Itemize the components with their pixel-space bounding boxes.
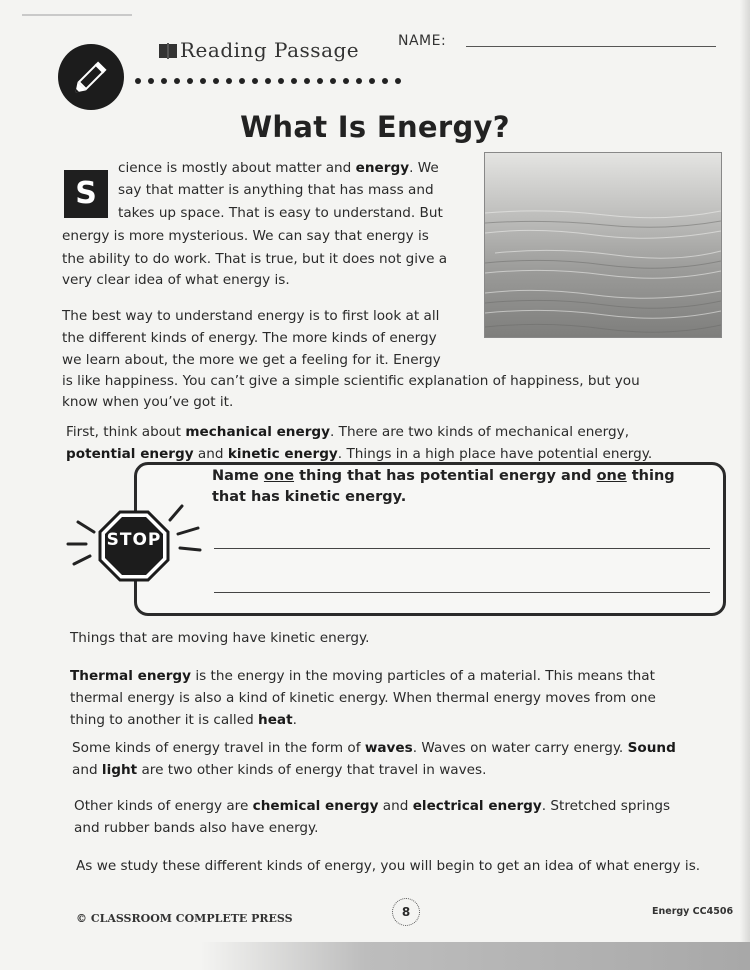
text: and [72,762,102,778]
book-icon [158,42,178,64]
para6-line-1 [72,738,676,759]
text: . Waves on water carry energy. [412,740,628,756]
page-number: 8 [392,898,420,926]
intro-line-3: takes up space. That is easy to understand. But [118,205,443,221]
pencil-icon [58,44,124,110]
underlined-word: one [596,468,627,484]
scan-shadow [200,942,750,970]
text: . Things in a high place have potential energy. [337,446,653,462]
text: and [378,798,413,814]
bold-term: potential energy [66,446,194,462]
bold-term: waves [364,740,413,756]
para3-line-1 [66,422,629,443]
para2-line-2: the different kinds of energy. The more kinds of energy [62,330,437,346]
answer-line[interactable] [214,548,710,549]
intro-line-6: very clear idea of what energy is. [62,272,290,288]
scan-artifact-line [22,14,132,16]
bold-term: kinetic energy [227,446,338,462]
text: is the energy in the moving particles of a material. This means that [191,668,655,684]
para7-line-2: and rubber bands also have energy. [74,820,319,836]
bold-term: chemical energy [252,798,379,814]
text: . There are two kinds of mechanical energy, [330,424,630,440]
para8: As we study these different kinds of energy, you will begin to get an idea of what energy is. [76,858,701,874]
text: Some kinds of energy travel in the form of [72,740,365,756]
intro-line-1 [118,158,439,179]
para2-line-5: know when you’ve got it. [62,394,234,410]
stop-question-text [212,466,712,508]
text: First, think about [66,424,186,440]
para5-line-1 [70,666,655,687]
text: and [193,446,228,462]
para2-line-4: is like happiness. You can’t give a simple scientific explanation of happiness, but you [62,373,640,389]
publisher-credit: © CLASSROOM COMPLETE PRESS [76,912,293,925]
intro-line-2: say that matter is anything that has mass and [118,182,434,198]
bold-term: Sound [627,740,676,756]
book-code: Energy CC4506 [652,906,734,917]
dotted-divider [134,72,404,84]
intro-line-4: energy is more mysterious. We can say that energy is [62,228,429,244]
page-title: What Is Energy? [240,110,510,144]
text: thing [626,468,675,484]
para2-line-3: we learn about, the more we get a feeling for it. Energy [62,352,441,368]
text: are two other kinds of energy that travel in waves. [137,762,487,778]
bold-term: heat [258,712,293,728]
text: . We [409,160,439,176]
para6-line-2 [72,760,486,781]
para5-line-3 [70,710,297,731]
intro-line-5: the ability to do work. That is true, but it does not give a [62,251,448,267]
stop-sign-label: STOP [106,530,162,550]
text: thing that has potential energy and [294,468,597,484]
bold-term: mechanical energy [185,424,330,440]
text: cience is mostly about matter and [118,160,352,176]
para2-line-1: The best way to understand energy is to first look at all [62,308,440,324]
name-label: NAME: [398,33,447,49]
text: Other kinds of energy are [74,798,253,814]
answer-line[interactable] [214,592,710,593]
section-label: Reading Passage [180,38,360,62]
name-field-line[interactable] [466,46,716,47]
text: that has kinetic energy. [212,489,407,505]
ocean-photo [484,152,722,338]
bold-term: electrical energy [412,798,542,814]
para7-line-1 [74,796,670,817]
para4: Things that are moving have kinetic energy. [70,630,370,646]
text: . Stretched springs [541,798,671,814]
bold-term: energy [355,160,410,176]
para5-line-2: thermal energy is also a kind of kinetic energy. When thermal energy moves from one [70,690,656,706]
bold-term: light [101,762,138,778]
page-edge-shadow [740,0,750,970]
text: thing to another it is called [70,712,259,728]
underlined-word: one [263,468,295,484]
bold-term: Thermal energy [70,668,192,684]
text: . [292,712,297,728]
text: Name [212,468,264,484]
drop-cap: S [64,170,108,218]
